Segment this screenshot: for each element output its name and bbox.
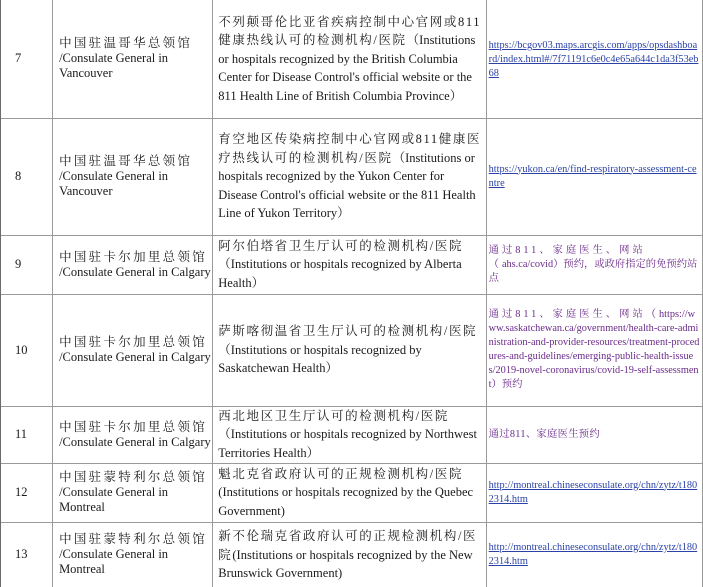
consulate-cn: 中国驻卡尔加里总领馆 — [59, 419, 208, 434]
consulate-cn: 中国驻卡尔加里总领馆 — [59, 249, 208, 264]
link-url[interactable]: https://www.saskatchewan.ca/government/health-care-administration-and-provider-resources/treatment-procedures-and-guidelines/emerging-public-health-issues/2019-novel-coronavirus/covid-19-self-assessment — [488, 309, 700, 390]
consulate-cell — [53, 235, 213, 294]
institution-cell — [213, 235, 486, 294]
link-cell — [486, 235, 702, 294]
institution-cell — [213, 118, 486, 235]
institution-cell — [213, 522, 486, 587]
link-url[interactable]: http://montreal.chineseconsulate.org/chn/zytz/t1802314.htm — [488, 541, 698, 567]
institution-cell — [213, 294, 486, 406]
institution-en: （Institutions or hospitals recognized by Alberta Health） — [218, 257, 462, 290]
consulate-cell — [53, 522, 213, 587]
institution-text — [213, 322, 485, 378]
link-text: 通过811、家庭医生、网站（ahs.ca/covid）预约，或政府指定的免预约站点 — [488, 244, 698, 284]
institution-cn: 西北地区卫生厅认可的检测机构/医院 — [218, 408, 449, 423]
institution-cn: 新不伦瑞克省政府认可的正规检测机构/医院 — [218, 529, 478, 562]
link-url[interactable]: https://yukon.ca/en/find-respiratory-assessment-centre — [488, 163, 697, 189]
row-number-cell — [1, 118, 53, 235]
row-number-cell — [1, 294, 53, 406]
institution-text — [213, 130, 485, 223]
institution-cn: 不列颠哥伦比亚省疾病控制中心官网或811健康热线认可的检测机构/医院 — [218, 14, 482, 47]
consulate-en: /Consulate General in Vancouver — [59, 51, 169, 81]
consulate-cell — [53, 463, 213, 522]
link-cell — [486, 294, 702, 406]
consulate-cn: 中国驻温哥华总领馆 — [59, 154, 193, 168]
institution-cell — [213, 463, 486, 522]
link-cell — [486, 406, 702, 463]
institution-en: （Institutions or hospitals recognized by Northwest Territories Health） — [218, 427, 477, 460]
table-row — [1, 522, 703, 587]
row-number: 12 — [15, 485, 28, 499]
table-row — [1, 463, 703, 522]
link-text: 通过811、家庭医生、网站（https://www.saskatchewan.ca/government/health-care-administration-and-provider-resources/treatment-procedures-and-guidelines/emerging-public-health-issues/2019-novel-coronavirus/covid-19-self-assessment）预约 — [488, 309, 700, 390]
consulate-en: /Consulate General in Montreal — [59, 547, 169, 577]
consulate-en: /Consulate General in Calgary — [59, 350, 211, 364]
consulate-cn: 中国驻温哥华总领馆 — [59, 36, 193, 51]
consulate-en: /Consulate General in Vancouver — [59, 169, 169, 198]
table-row — [1, 118, 703, 235]
link-cell — [486, 463, 702, 522]
link-url[interactable]: ahs.ca/covid — [501, 258, 554, 270]
institution-en: (Institutions or hospitals recognized by the New Brunswick Government) — [218, 547, 473, 580]
institution-cn: 阿尔伯塔省卫生厅认可的检测机构/医院 — [218, 238, 464, 253]
row-number-cell — [1, 0, 53, 118]
row-number-cell — [1, 522, 53, 587]
table-row — [1, 406, 703, 463]
consulate-cell — [53, 406, 213, 463]
row-number-cell — [1, 463, 53, 522]
link-url[interactable]: http://montreal.chineseconsulate.org/chn/zytz/t1802314.htm — [488, 479, 698, 505]
institution-en: (Institutions or hospitals recognized by the Quebec Government) — [218, 485, 474, 518]
consulate-en: /Consulate General in Montreal — [59, 485, 169, 514]
consulate-cn: 中国驻蒙特利尔总领馆 — [59, 532, 208, 547]
institution-text — [213, 237, 485, 293]
link-url[interactable]: https://bcgov03.maps.arcgis.com/apps/opsdashboard/index.html#/7f71191c6e0c4e65a644c1da3f53eb68 — [488, 40, 699, 80]
row-number: 11 — [15, 427, 28, 441]
institution-text — [213, 465, 485, 521]
row-number-cell — [1, 235, 53, 294]
consulate-en: /Consulate General in Calgary — [59, 264, 211, 279]
row-number: 10 — [15, 342, 28, 357]
institution-en: （Institutions or hospitals recognized by the British Columbia Center for Disease Control's official website or the 811 Health Line of British Columbia Province） — [218, 33, 476, 103]
consulate-cell — [53, 118, 213, 235]
row-number: 8 — [15, 169, 22, 183]
consulate-cell — [53, 294, 213, 406]
row-number: 9 — [15, 257, 22, 271]
institution-en: （Institutions or hospitals recognized by Saskatchewan Health） — [218, 342, 422, 376]
institution-cell — [213, 406, 486, 463]
link-note: 通过811、家庭医生预约 — [488, 428, 600, 440]
institution-cn: 育空地区传染病控制中心官网或811健康医疗热线认可的检测机构/医院 — [218, 132, 482, 165]
consulate-cell — [53, 0, 213, 118]
institution-cn: 魁北克省政府认可的正规检测机构/医院 — [218, 466, 464, 481]
institution-en: （Institutions or hospitals recognized by the Yukon Center for Disease Control's official website or the 811 Health Line of Yukon Territory） — [218, 150, 476, 221]
table-row — [1, 235, 703, 294]
table-row — [1, 294, 703, 406]
consulate-cn: 中国驻卡尔加里总领馆 — [59, 335, 208, 349]
link-cell — [486, 522, 702, 587]
institution-text — [213, 407, 485, 463]
institution-text — [213, 527, 485, 583]
table-row — [1, 0, 703, 118]
institution-text — [213, 13, 485, 106]
row-number: 7 — [15, 51, 22, 66]
institution-cn: 萨斯喀彻温省卫生厅认可的检测机构/医院 — [218, 324, 478, 339]
row-number-cell — [1, 406, 53, 463]
institution-cell — [213, 0, 486, 118]
link-cell — [486, 118, 702, 235]
row-number: 13 — [15, 547, 28, 562]
consulate-en: /Consulate General in Calgary — [59, 434, 211, 449]
link-cell — [486, 0, 702, 118]
consulate-cn: 中国驻蒙特利尔总领馆 — [59, 470, 208, 484]
